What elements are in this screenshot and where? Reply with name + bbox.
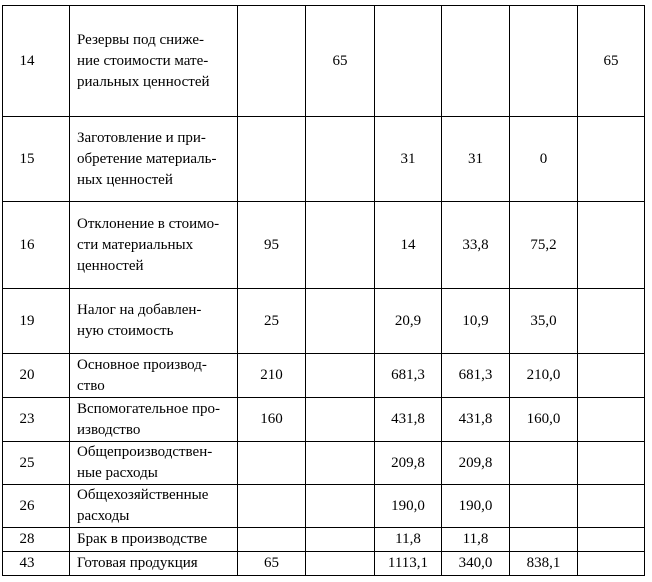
amount-cell-c1 — [238, 485, 306, 528]
amount-cell-c1: 95 — [238, 202, 306, 289]
account-code: 28 — [3, 528, 70, 552]
amount-cell-c5: 160,0 — [510, 398, 578, 442]
amount-cell-c3: 31 — [375, 117, 442, 202]
table-row — [3, 6, 645, 117]
table-body — [3, 6, 645, 576]
amount-cell-c6 — [578, 117, 645, 202]
table-row — [3, 289, 645, 354]
account-name-line: ные расходы — [77, 465, 158, 481]
account-name-line: Готовая продукция — [77, 555, 198, 571]
amount-cell-c2 — [306, 485, 375, 528]
amount-cell-c5: 0 — [510, 117, 578, 202]
amount-cell-c4 — [442, 6, 510, 117]
amount-cell-c2 — [306, 398, 375, 442]
amount-cell-c2 — [306, 552, 375, 576]
amount-cell-c1 — [238, 117, 306, 202]
amount-cell-c4: 681,3 — [442, 354, 510, 398]
account-name-line: Вспомогательное про- — [77, 400, 220, 417]
account-code: 20 — [3, 354, 70, 398]
account-name — [70, 202, 238, 289]
amount-cell-c1 — [238, 6, 306, 117]
amount-cell-c6: 65 — [578, 6, 645, 117]
amount-cell-c5 — [510, 6, 578, 117]
amount-cell-c6 — [578, 442, 645, 485]
account-name-line: сти материальных — [77, 236, 194, 253]
account-name-line: Резервы под сниже- — [77, 31, 204, 48]
amount-cell-c2: 65 — [306, 6, 375, 117]
table-row — [3, 442, 645, 485]
account-name-line: обретение материаль- — [77, 150, 217, 167]
account-name-line: Заготовление и при- — [77, 129, 206, 146]
amount-cell-c5 — [510, 528, 578, 552]
account-code: 43 — [3, 552, 70, 576]
amount-cell-c4: 340,0 — [442, 552, 510, 576]
account-name-line: риальных ценностей — [77, 73, 210, 90]
amount-cell-c4: 209,8 — [442, 442, 510, 485]
amount-cell-c3: 11,8 — [375, 528, 442, 552]
amount-cell-c4: 10,9 — [442, 289, 510, 354]
account-code: 15 — [3, 117, 70, 202]
account-code: 26 — [3, 485, 70, 528]
amount-cell-c5 — [510, 485, 578, 528]
amount-cell-c5: 838,1 — [510, 552, 578, 576]
account-name-line: Общехозяйственные — [77, 487, 209, 503]
table-row — [3, 552, 645, 576]
account-name-line: ных ценностей — [77, 171, 173, 188]
amount-cell-c4: 33,8 — [442, 202, 510, 289]
account-name-line: Основное производ- — [77, 356, 207, 373]
amount-cell-c3: 431,8 — [375, 398, 442, 442]
amount-cell-c1: 160 — [238, 398, 306, 442]
amount-cell-c6 — [578, 398, 645, 442]
amount-cell-c5: 210,0 — [510, 354, 578, 398]
table-row — [3, 354, 645, 398]
amount-cell-c4: 31 — [442, 117, 510, 202]
account-code: 16 — [3, 202, 70, 289]
account-name — [70, 289, 238, 354]
amount-cell-c1 — [238, 442, 306, 485]
account-name-line: ную стоимость — [77, 323, 174, 339]
amount-cell-c2 — [306, 117, 375, 202]
amount-cell-c5: 75,2 — [510, 202, 578, 289]
account-name-line: Отклонение в стоимо- — [77, 215, 220, 232]
amount-cell-c6 — [578, 485, 645, 528]
amount-cell-c3: 1113,1 — [375, 552, 442, 576]
amount-cell-c4: 431,8 — [442, 398, 510, 442]
amount-cell-c4: 11,8 — [442, 528, 510, 552]
account-name — [70, 442, 238, 485]
amount-cell-c2 — [306, 528, 375, 552]
account-name-line: Налог на добавлен- — [77, 302, 202, 318]
account-name — [70, 117, 238, 202]
account-name — [70, 6, 238, 117]
amount-cell-c1: 210 — [238, 354, 306, 398]
amount-cell-c3: 14 — [375, 202, 442, 289]
account-name — [70, 485, 238, 528]
account-name — [70, 552, 238, 576]
amount-cell-c5 — [510, 442, 578, 485]
amount-cell-c1 — [238, 528, 306, 552]
amount-cell-c2 — [306, 442, 375, 485]
account-name-line: расходы — [77, 508, 130, 524]
account-name-line: Брак в производстве — [77, 531, 208, 547]
amount-cell-c3: 190,0 — [375, 485, 442, 528]
table-row — [3, 485, 645, 528]
account-name-line: ство — [77, 377, 105, 394]
account-name-line: Общепроизводствен- — [77, 444, 213, 460]
amount-cell-c3: 681,3 — [375, 354, 442, 398]
amount-cell-c4: 190,0 — [442, 485, 510, 528]
table-row — [3, 398, 645, 442]
account-name — [70, 398, 238, 442]
table-row — [3, 117, 645, 202]
amount-cell-c6 — [578, 528, 645, 552]
account-name — [70, 528, 238, 552]
amount-cell-c3: 209,8 — [375, 442, 442, 485]
accounts-table — [2, 5, 645, 576]
amount-cell-c1: 25 — [238, 289, 306, 354]
amount-cell-c6 — [578, 354, 645, 398]
table-row — [3, 202, 645, 289]
account-name-line: ценностей — [77, 257, 144, 274]
account-name-line: изводство — [77, 421, 141, 438]
account-name-line: ние стоимости мате- — [77, 52, 209, 69]
table-row — [3, 528, 645, 552]
account-code: 23 — [3, 398, 70, 442]
amount-cell-c3: 20,9 — [375, 289, 442, 354]
amount-cell-c2 — [306, 289, 375, 354]
amount-cell-c6 — [578, 202, 645, 289]
account-code: 25 — [3, 442, 70, 485]
amount-cell-c1: 65 — [238, 552, 306, 576]
account-code: 19 — [3, 289, 70, 354]
amount-cell-c6 — [578, 289, 645, 354]
amount-cell-c2 — [306, 202, 375, 289]
amount-cell-c2 — [306, 354, 375, 398]
account-code: 14 — [3, 6, 70, 117]
account-name — [70, 354, 238, 398]
amount-cell-c6 — [578, 552, 645, 576]
amount-cell-c3 — [375, 6, 442, 117]
amount-cell-c5: 35,0 — [510, 289, 578, 354]
